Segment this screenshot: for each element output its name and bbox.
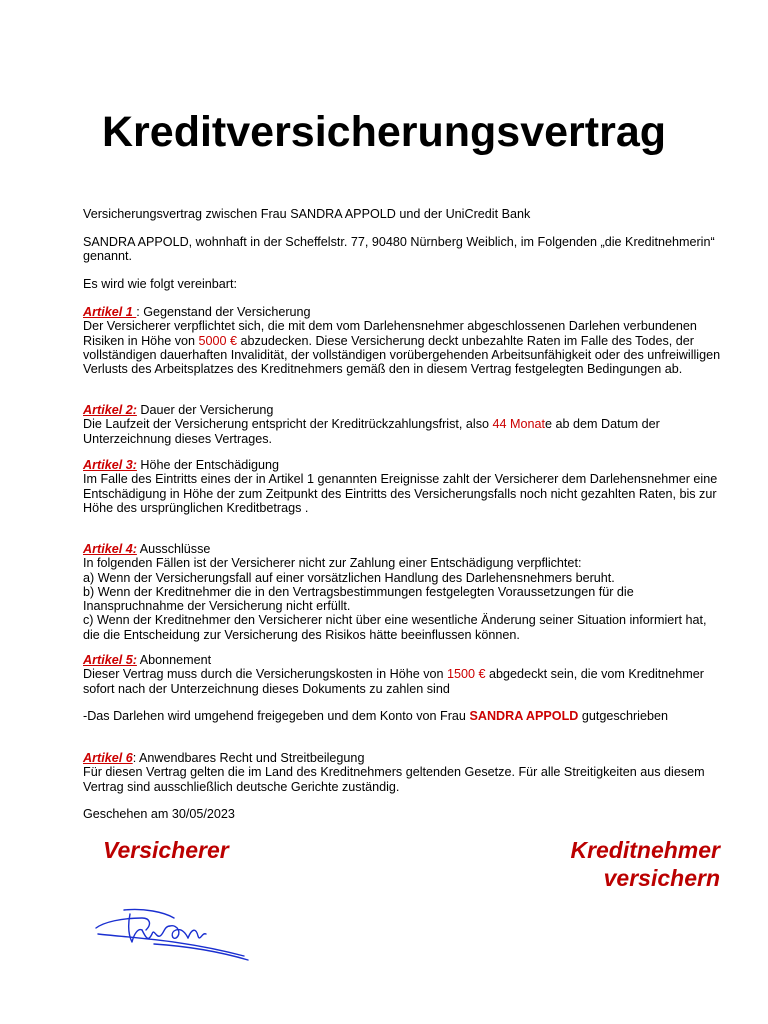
date-line: Geschehen am 30/05/2023 bbox=[83, 807, 235, 821]
article-2-duration: 44 Monat bbox=[492, 417, 546, 432]
article-6-heading: : Anwendbares Recht und Streitbeilegung bbox=[132, 751, 365, 765]
article-1-text-b: abzudecken. Diese Versicherung deckt unbezahlte Raten im Falle des Todes, der vollständigen dauerhaften Invalidität, der vollständigen vorübergehenden Arbeitsunfähigkeit oder des unfreiwilligen Verlusts des Arbeitsplatzes des Kreditnehmers gemäß den in diesem Vertrag festgelegten Bedingungen ab. bbox=[83, 333, 721, 377]
article-1-label: Artikel 1 bbox=[83, 305, 137, 319]
document-title: Kreditversicherungsvertrag bbox=[102, 108, 666, 156]
article-5-amount: 1500 € bbox=[447, 667, 486, 682]
article-6 bbox=[83, 751, 723, 794]
article-1 bbox=[83, 305, 723, 376]
article-3-text: Im Falle des Eintritts eines der in Artikel 1 genannten Ereignisse zahlt der Versicherer dem Darlehensnehmer eine Entschädigung in Höhe der zum Zeitpunkt des Eintritts des Versicherungsfalls noch nicht gezahlten Raten, bis zur Höhe des ursprünglichen Kreditbetrags . bbox=[83, 472, 718, 515]
article-5-note-b: gutgeschrieben bbox=[578, 709, 668, 723]
signature-label-insurer: Versicherer bbox=[103, 837, 229, 863]
article-5-text-b: abgedeckt sein, die vom Kreditnehmer sofort nach der Unterzeichnung dieses Dokuments zu zahlen sind bbox=[83, 667, 704, 696]
article-4-label: Artikel 4: bbox=[83, 542, 137, 556]
signature-label-borrower bbox=[480, 836, 720, 892]
article-4-item-c: c) Wenn der Kreditnehmer den Versicherer nicht über eine wesentliche Änderung seiner Situation informiert hat, die die Entscheidung zur Versicherung des Risikos hätte beeinflussen können. bbox=[83, 613, 707, 642]
article-5-heading: Abonnement bbox=[136, 653, 212, 667]
article-4-heading: Ausschlüsse bbox=[136, 542, 211, 556]
article-5-label: Artikel 5: bbox=[83, 653, 137, 667]
article-1-heading: : Gegenstand der Versicherung bbox=[136, 305, 311, 319]
article-4-item-b: b) Wenn der Kreditnehmer die in den Vertragsbestimmungen festgelegten Voraussetzungen für die Inanspruchnahme der Versicherung nicht erfüllt. bbox=[83, 584, 634, 614]
article-6-text: Für diesen Vertrag gelten die im Land des Kreditnehmers geltenden Gesetze. Für alle Streitigkeiten aus diesem Vertrag sind ausschließlich deutsche Gerichte zuständig. bbox=[83, 765, 705, 794]
article-5-text-a: Dieser Vertrag muss durch die Versicherungskosten in Höhe von bbox=[83, 667, 448, 682]
article-2-text-b: e ab dem Datum der Unterzeichnung dieses Vertrages. bbox=[83, 417, 660, 446]
article-3 bbox=[83, 458, 723, 515]
article-4-item-a: a) Wenn der Versicherungsfall auf einer vorsätzlichen Handlung des Darlehensnehmers beruht. bbox=[83, 570, 615, 585]
intro-agreement: Es wird wie folgt vereinbart: bbox=[83, 277, 237, 291]
article-4 bbox=[83, 542, 723, 642]
article-6-label: Artikel 6 bbox=[83, 751, 133, 765]
article-2-label: Artikel 2: bbox=[83, 403, 137, 417]
article-1-text-a: Der Versicherer verpflichtet sich, die mit dem vom Darlehensnehmer abgeschlossenen Darlehen verbundenen Risiken in Höhe von bbox=[83, 319, 697, 348]
article-5-note bbox=[83, 709, 723, 723]
intro-borrower: SANDRA APPOLD, wohnhaft in der Scheffelstr. 77, 90480 Nürnberg Weiblich, im Folgenden „die Kreditnehmerin“ genannt. bbox=[83, 235, 715, 264]
article-5 bbox=[83, 653, 723, 696]
article-2-text-a: Die Laufzeit der Versicherung entspricht der Kreditrückzahlungsfrist, also bbox=[83, 417, 493, 432]
article-1-amount: 5000 € bbox=[198, 333, 238, 348]
article-4-intro: In folgenden Fällen ist der Versicherer nicht zur Zahlung einer Entschädigung verpflichtet: bbox=[83, 556, 582, 571]
intro-parties: Versicherungsvertrag zwischen Frau SANDRA APPOLD und der UniCredit Bank bbox=[83, 207, 531, 221]
signature-label-borrower-line2: versichern bbox=[603, 865, 720, 891]
article-5-note-name: SANDRA APPOLD bbox=[469, 709, 579, 723]
article-3-label: Artikel 3: bbox=[83, 458, 137, 472]
article-5-note-a: -Das Darlehen wird umgehend freigegeben und dem Konto von Frau bbox=[83, 709, 470, 723]
article-3-heading: Höhe der Entschädigung bbox=[136, 458, 280, 472]
signature-label-borrower-line1: Kreditnehmer bbox=[570, 837, 720, 863]
article-2-heading: Dauer der Versicherung bbox=[136, 403, 274, 417]
handwritten-signature bbox=[94, 904, 254, 962]
article-2 bbox=[83, 403, 723, 446]
